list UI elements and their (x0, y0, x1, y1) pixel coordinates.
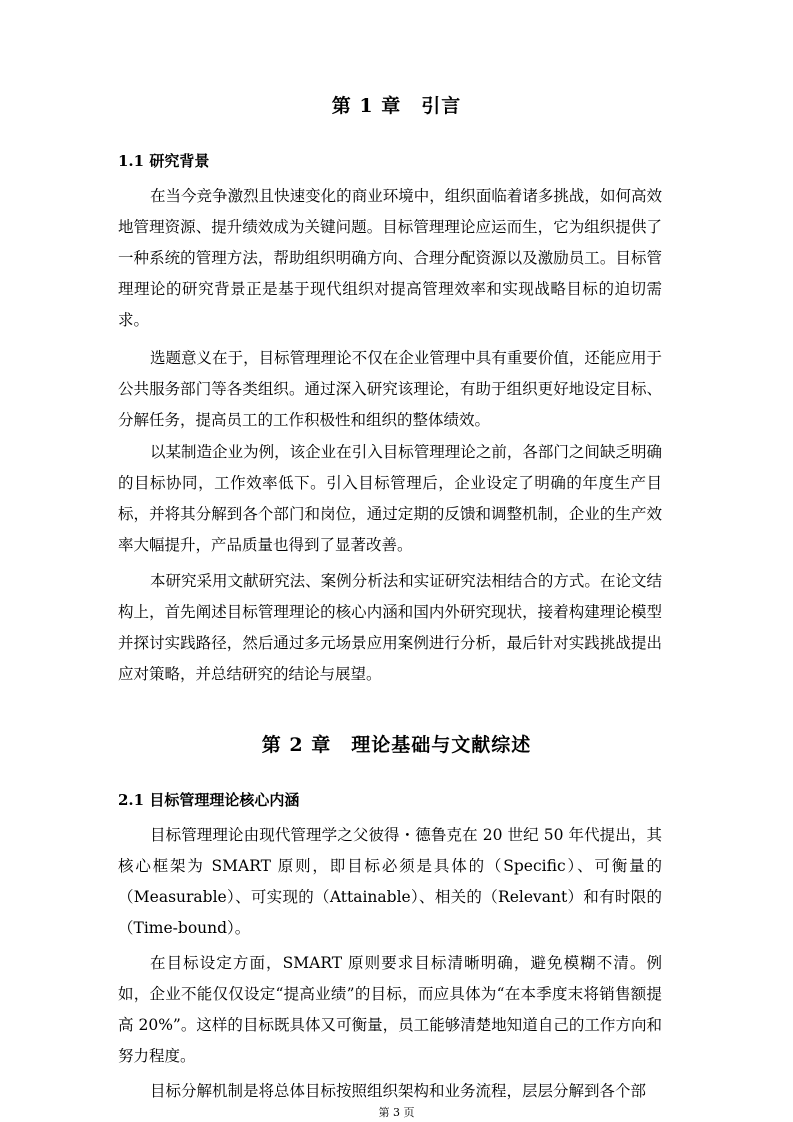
paragraph-2-1-2: 在目标设定方面，SMART 原则要求目标清晰明确，避免模糊不清。例如，企业不能仅仅设定“提高业绩”的目标，而应具体为“在本季度末将销售额提高 20%”。这样的目标既具体又可衡量，员工能够清楚地知道自己的工作方向和努力程度。 (118, 954, 662, 1065)
paragraph-1-1-3: 以某制造企业为例，该企业在引入目标管理理论之前，各部门之间缺乏明确的目标协同，工作效率低下。引入目标管理后，企业设定了明确的年度生产目标，并将其分解到各个部门和岗位，通过定期的反馈和调整机制，企业的生产效率大幅提升，产品质量也得到了显著改善。 (118, 443, 662, 554)
section-2-1-heading: 2.1 目标管理理论核心内涵 (118, 791, 300, 809)
page-number: 第 3 页 (378, 1106, 415, 1119)
section-1-1-heading: 1.1 研究背景 (118, 152, 210, 170)
chapter-2-title: 第 2 章 理论基础与文献综述 (261, 734, 532, 756)
paragraph-1-1-1: 在当今竞争激烈且快速变化的商业环境中，组织面临着诸多挑战，如何高效地管理资源、提升绩效成为关键问题。目标管理理论应运而生，它为组织提供了一种系统的管理方法，帮助组织明确方向、合理分配资源以及激励员工。目标管理理论的研究背景正是基于现代组织对提高管理效率和实现战略目标的迫切需求。 (118, 187, 662, 329)
paragraph-1-1-4: 本研究采用文献研究法、案例分析法和实证研究法相结合的方式。在论文结构上，首先阐述目标管理理论的核心内涵和国内外研究现状，接着构建理论模型并探讨实践路径，然后通过多元场景应用案例进行分析，最后针对实践挑战提出应对策略，并总结研究的结论与展望。 (118, 572, 662, 683)
paragraph-2-1-1: 目标管理理论由现代管理学之父彼得・德鲁克在 20 世纪 50 年代提出，其核心框架为 SMART 原则，即目标必须是具体的（Specific）、可衡量的（Measurable）、可实现的（Attainable）、相关的（Relevant）和有时限的（Time-bound）。 (118, 826, 662, 937)
paragraph-1-1-2: 选题意义在于，目标管理理论不仅在企业管理中具有重要价值，还能应用于公共服务部门等各类组织。通过深入研究该理论，有助于组织更好地设定目标、分解任务，提高员工的工作积极性和组织的整体绩效。 (118, 349, 662, 429)
chapter-1-title: 第 1 章 引言 (331, 95, 462, 117)
paragraph-2-1-3: 目标分解机制是将总体目标按照组织架构和业务流程，层层分解到各个部 (150, 1082, 647, 1100)
